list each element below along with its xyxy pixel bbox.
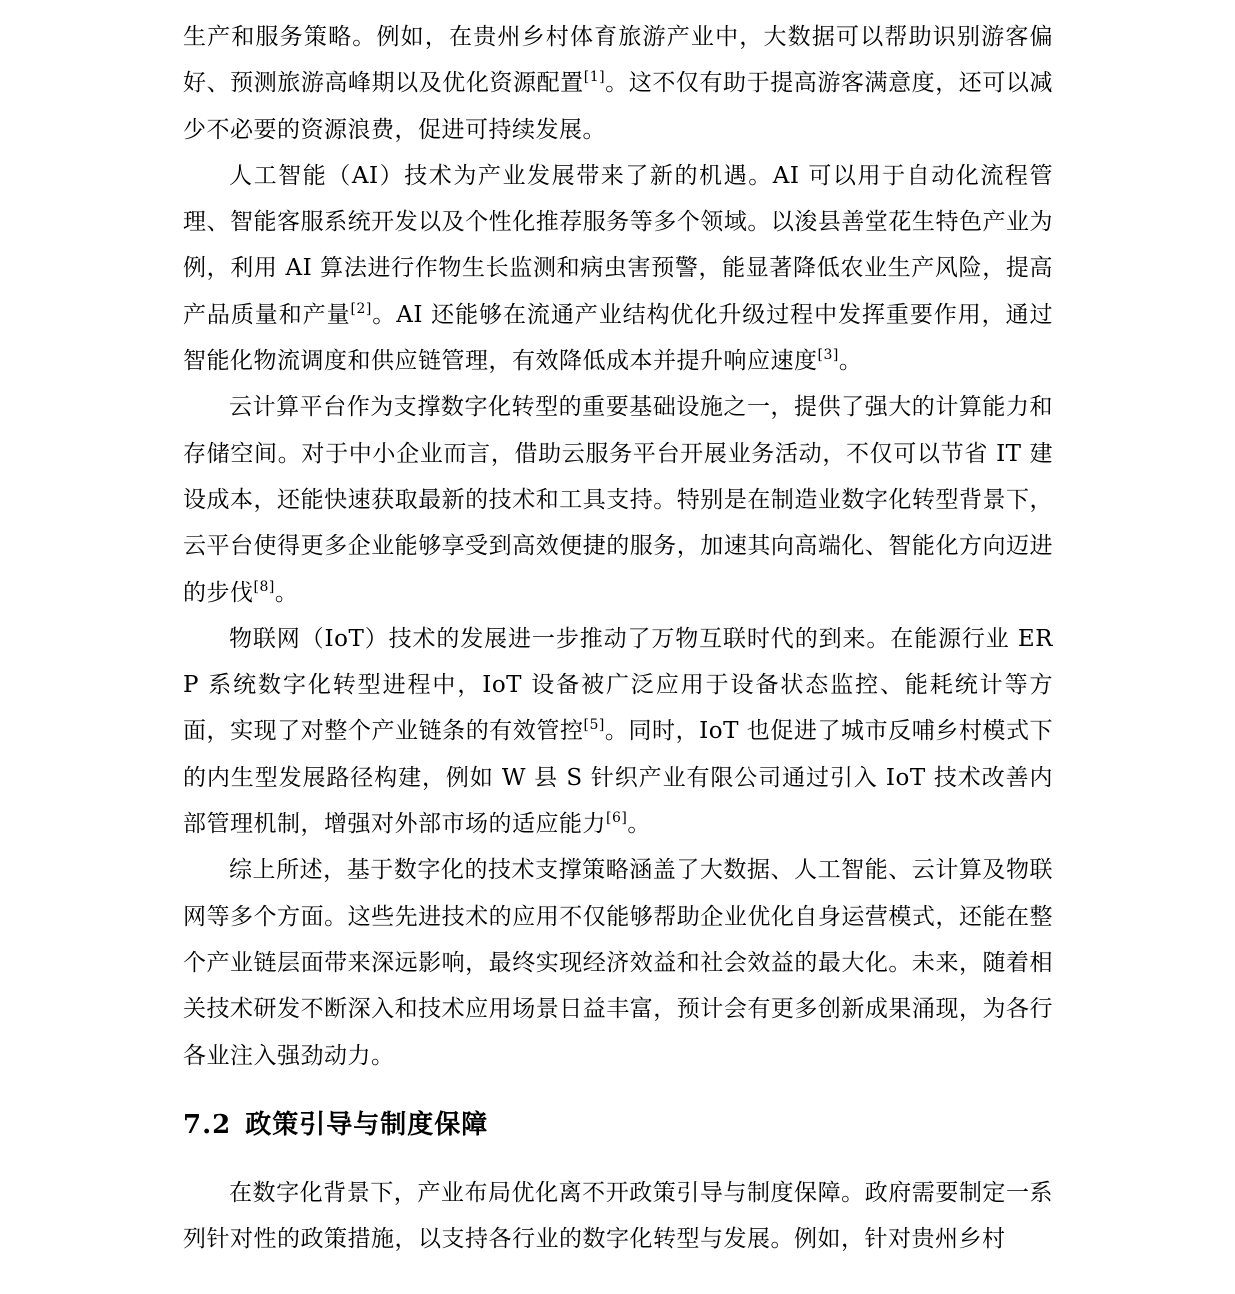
citation-ref: [6] bbox=[606, 810, 628, 827]
paragraph bbox=[183, 1170, 1053, 1263]
paragraph-text: 云计算平台作为支撑数字化转型的重要基础设施之一，提供了强大的计算能力和存储空间。对于中小企业而言，借助云服务平台开展业务活动，不仅可以节省 IT 建设成本，还能快速获取最新的技术和工具支持。特别是在制造业数字化转型背景下，云平台使得更多企业能够享受到高效便捷的服务，加速其向高端化、智能化方向迈进的步伐 bbox=[183, 394, 1053, 606]
paragraph-text: 。 bbox=[627, 811, 651, 838]
paragraph-text: 人工智能（AI）技术为产业发展带来了新的机遇。AI 可以用于自动化流程管理、智能客服系统开发以及个性化推荐服务等多个领域。以浚县善堂花生特色产业为例，利用 AI 算法进行作物生长监测和病虫害预警，能显著降低农业生产风险，提高产品质量和产量 bbox=[183, 162, 1053, 328]
paragraph-text: 综上所述，基于数字化的技术支撑策略涵盖了大数据、人工智能、云计算及物联网等多个方面。这些先进技术的应用不仅能够帮助企业优化自身运营模式，还能在整个产业链层面带来深远影响，最终实现经济效益和社会效益的最大化。未来，随着相关技术研发不断深入和技术应用场景日益丰富，预计会有更多创新成果涌现，为各行各业注入强劲动力。 bbox=[183, 857, 1053, 1069]
document-page bbox=[183, 14, 1053, 1262]
paragraph bbox=[183, 847, 1053, 1078]
citation-ref: [2] bbox=[350, 300, 372, 317]
paragraph-text: 在数字化背景下，产业布局优化离不开政策引导与制度保障。政府需要制定一系列针对性的政策措施，以支持各行业的数字化转型与发展。例如，针对贵州乡村 bbox=[183, 1179, 1053, 1253]
paragraph-text: 。 bbox=[838, 348, 863, 375]
paragraph bbox=[183, 153, 1053, 384]
paragraph-text: 。同时，IoT 也促进了城市反哺乡村模式下的内生型发展路径构建，例如 W 县 S 针织产业有限公司通过引入 IoT 技术改善内部管理机制，增强对外部市场的适应能力 bbox=[183, 718, 1054, 838]
citation-ref: [1] bbox=[583, 69, 606, 86]
paragraph-text: 。 bbox=[274, 579, 299, 606]
citation-ref: [8] bbox=[253, 578, 275, 595]
paragraph bbox=[183, 616, 1053, 847]
paragraph-text: 生产和服务策略。例如，在贵州乡村体育旅游产业中，大数据可以帮助识别游客偏好、预测旅游高峰期以及优化资源配置 bbox=[183, 24, 1053, 97]
paragraph-text: 物联网（IoT）技术的发展进一步推动了万物互联时代的到来。在能源行业 ERP 系统数字化转型进程中，IoT 设备被广泛应用于设备状态监控、能耗统计等方面，实现了对整个产业链条的有效管控 bbox=[183, 625, 1053, 745]
body-text-block-after-heading bbox=[183, 1170, 1053, 1263]
citation-ref: [5] bbox=[583, 717, 605, 734]
section-heading bbox=[183, 1107, 1053, 1143]
body-text-block bbox=[183, 14, 1053, 1079]
section-number: 7.2 bbox=[183, 1109, 232, 1140]
citation-ref: [3] bbox=[817, 347, 839, 364]
paragraph bbox=[183, 384, 1053, 615]
paragraph-text: 。这不仅有助于提高游客满意度，还可以减少不必要的资源浪费，促进可持续发展。 bbox=[183, 70, 1054, 143]
paragraph-text: 。AI 还能够在流通产业结构优化升级过程中发挥重要作用，通过智能化物流调度和供应链管理，有效降低成本并提升响应速度 bbox=[183, 301, 1053, 375]
paragraph bbox=[183, 14, 1053, 153]
section-title: 政策引导与制度保障 bbox=[245, 1109, 489, 1140]
